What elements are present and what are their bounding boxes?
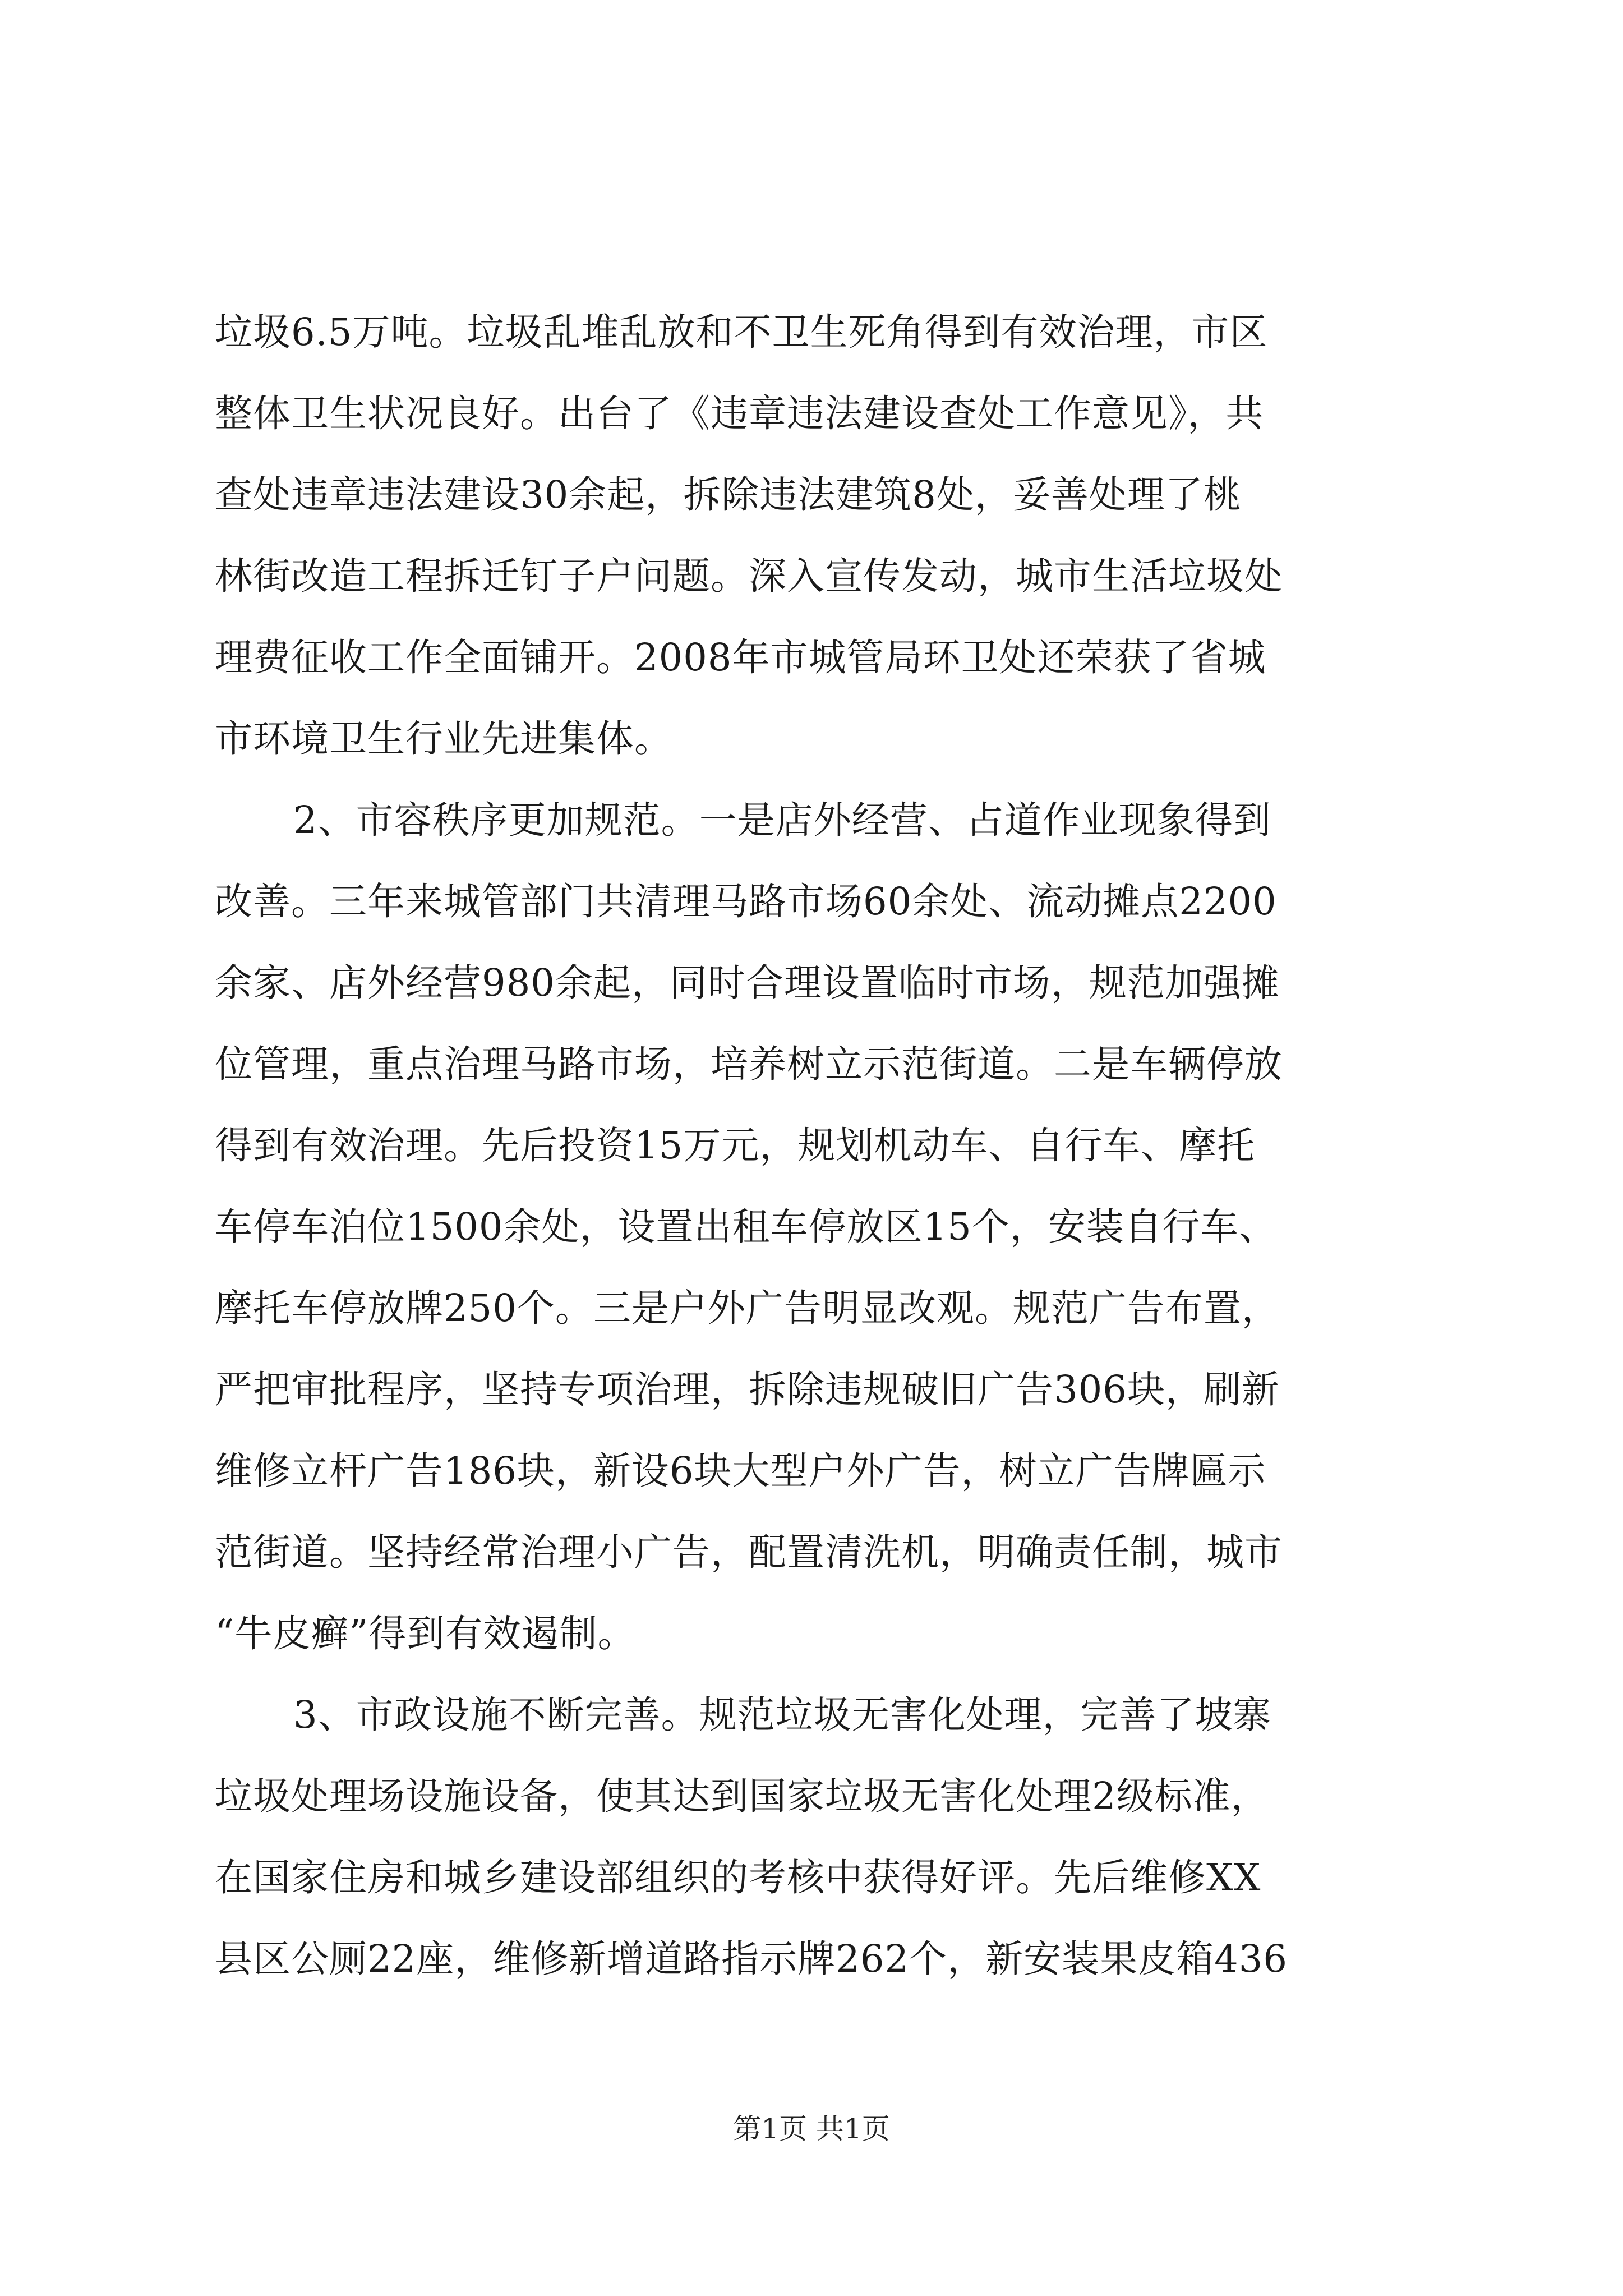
text-line: 查处违章违法建设30余起，拆除违法建筑8处，妥善处理了桃 bbox=[215, 473, 1242, 517]
text-line: 余家、店外经营980余起，同时合理设置临时市场，规范加强摊 bbox=[215, 961, 1280, 1005]
paragraph-2 bbox=[215, 780, 1421, 1674]
text-line: 严把审批程序，坚持专项治理，拆除违规破旧广告306块，刷新 bbox=[215, 1368, 1280, 1411]
text-line: 改善。三年来城管部门共清理马路市场60余处、流动摊点2200 bbox=[215, 880, 1277, 923]
text-line: “牛皮癣”得到有效遏制。 bbox=[215, 1612, 636, 1655]
text-line: 维修立杆广告186块，新设6块大型户外广告，树立广告牌匾示 bbox=[215, 1449, 1266, 1493]
text-line: 位管理，重点治理马路市场，培养树立示范街道。二是车辆停放 bbox=[215, 1042, 1283, 1086]
text-line: 垃圾处理场设施设备，使其达到国家垃圾无害化处理2级标准， bbox=[215, 1774, 1269, 1818]
text-line: 车停车泊位1500余处，设置出租车停放区15个，安装自行车、 bbox=[215, 1205, 1277, 1249]
text-line: 垃圾6.5万吨。垃圾乱堆乱放和不卫生死角得到有效治理，市区 bbox=[215, 310, 1268, 354]
paragraph-1 bbox=[215, 292, 1421, 780]
text-line: 范街道。坚持经常治理小广告，配置清洗机，明确责任制，城市 bbox=[215, 1530, 1283, 1574]
text-line: 2、市容秩序更加规范。一是店外经营、占道作业现象得到 bbox=[293, 798, 1271, 842]
text-line: 在国家住房和城乡建设部组织的考核中获得好评。先后维修XX bbox=[215, 1856, 1261, 1899]
text-line: 林街改造工程拆迁钉子户问题。深入宣传发动，城市生活垃圾处 bbox=[215, 554, 1283, 598]
text-line: 3、市政设施不断完善。规范垃圾无害化处理，完善了坡寨 bbox=[293, 1693, 1271, 1737]
paragraph-3 bbox=[215, 1674, 1421, 2000]
text-line: 理费征收工作全面铺开。2008年市城管局环卫处还荣获了省城 bbox=[215, 636, 1266, 679]
text-line: 市环境卫生行业先进集体。 bbox=[215, 717, 672, 761]
text-line: 整体卫生状况良好。出台了《违章违法建设查处工作意见》，共 bbox=[215, 392, 1264, 435]
page-footer bbox=[0, 2109, 1623, 2148]
page-number-label: 第1页 共1页 bbox=[733, 2113, 890, 2145]
document-body bbox=[215, 292, 1421, 2000]
text-line: 摩托车停放牌250个。三是户外广告明显改观。规范广告布置， bbox=[215, 1286, 1280, 1330]
text-line: 县区公厕22座，维修新增道路指示牌262个，新安装果皮箱436 bbox=[215, 1937, 1288, 1981]
text-line: 得到有效治理。先后投资15万元，规划机动车、自行车、摩托 bbox=[215, 1124, 1256, 1167]
